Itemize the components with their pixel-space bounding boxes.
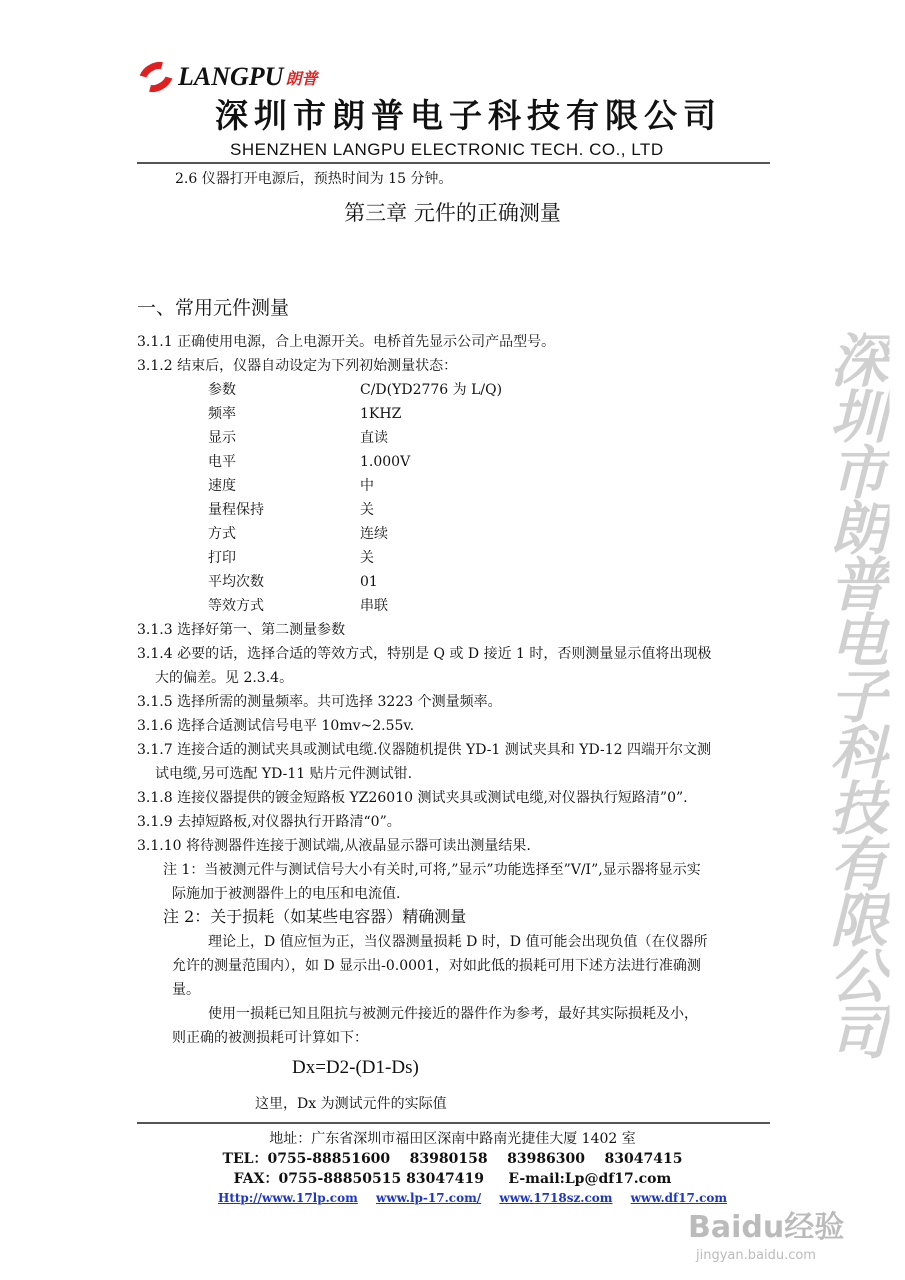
paragraph-line: 理论上，D 值应恒为正，当仪器测量损耗 D 时，D 值可能会出现负值（在仪器所 (208, 934, 708, 950)
param-value: 1KHZ (360, 406, 402, 422)
param-name: 打印 (208, 550, 236, 566)
param-name: 等效方式 (208, 598, 264, 614)
param-value: 01 (360, 574, 378, 590)
paragraph-line: 注 2：关于损耗（如某些电容器）精确测量 (163, 907, 467, 926)
param-value: 直读 (360, 430, 388, 446)
paragraph-line: 3.1.1 正确使用电源，合上电源开关。电桥首先显示公司产品型号。 (137, 334, 556, 350)
footer-tel: TEL：0755-88851600 83980158 83986300 83047415 (222, 1151, 683, 1167)
baidu-url: jingyan.baidu.com (696, 1248, 816, 1263)
param-name: 平均次数 (208, 574, 264, 590)
paragraph-line: 使用一损耗已知且阻抗与被测元件接近的器件作为参考，最好其实际损耗及小， (208, 1006, 698, 1022)
link-17lp[interactable]: Http://www.17lp.com (218, 1191, 358, 1205)
footer-divider (137, 1122, 770, 1124)
footer-address: 地址：广东省深圳市福田区深南中路南光捷佳大厦 1402 室 (269, 1131, 636, 1147)
paragraph-line: 注 1：当被测元件与测试信号大小有关时,可将,”显示”功能选择至”V/I”,显示器将显示实 (163, 862, 701, 878)
param-value: 1.000V (360, 454, 411, 470)
param-value: 关 (360, 550, 374, 566)
footer-fax: FAX：0755-88850515 83047419 E-mail:Lp@df17.com (233, 1171, 672, 1187)
param-name: 频率 (208, 406, 236, 422)
paragraph-line: 3.1.10 将待测器件连接于测试端,从液晶显示器可读出测量结果. (137, 838, 531, 854)
param-name: 方式 (208, 526, 236, 542)
formula: Dx=D2-(D1-Ds) (292, 1057, 419, 1078)
param-value: C/D(YD2776 为 L/Q) (360, 382, 503, 398)
paragraph-line: 3.1.6 选择合适测试信号电平 10mv~2.55v. (137, 718, 415, 734)
baidu-watermark (688, 1210, 845, 1263)
paragraph-line: 3.1.3 选择好第一、第二测量参数 (137, 622, 346, 638)
intro-line: 2.6 仪器打开电源后，预热时间为 15 分钟。 (175, 171, 453, 187)
watermark-company: 深圳市朗普电子科技有限公司 (820, 330, 888, 1058)
paragraph-line: 试电缆,另可选配 YD-11 贴片元件测试钳. (155, 766, 413, 782)
footer-links (218, 1190, 741, 1206)
company-name-cn: 深圳市朗普电子科技有限公司 (215, 96, 722, 135)
header-divider (137, 162, 770, 164)
paragraph-line: 量。 (172, 982, 200, 998)
paragraph-line: 3.1.9 去掉短路板,对仪器执行开路清“0”。 (137, 814, 401, 830)
logo-text-en: LANGPU (178, 62, 284, 91)
paragraph-line: 大的偏差。见 2.3.4。 (155, 670, 294, 686)
baidu-logo: Baidu经验 (688, 1210, 845, 1245)
param-value: 关 (360, 502, 374, 518)
param-name: 电平 (208, 454, 236, 470)
link-1718sz[interactable]: www.1718sz.com (499, 1191, 613, 1205)
paragraph-line: 3.1.2 结束后，仪器自动设定为下列初始测量状态： (137, 358, 458, 374)
param-value: 连续 (360, 526, 388, 542)
paragraph-line: 3.1.4 必要的话，选择合适的等效方式，特别是 Q 或 D 接近 1 时，否则测量显示值将出现极 (137, 646, 712, 662)
section-title: 一、常用元件测量 (137, 297, 290, 319)
paragraph-line: 际施加于被测器件上的电压和电流值. (172, 886, 401, 902)
paragraph-line: 3.1.5 选择所需的测量频率。共可选择 3223 个测量频率。 (137, 694, 502, 710)
param-name: 参数 (208, 382, 236, 398)
logo-swoosh-icon (133, 56, 178, 98)
link-lp-17[interactable]: www.lp-17.com/ (376, 1191, 482, 1205)
paragraph-line: 3.1.7 连接合适的测试夹具或测试电缆.仪器随机提供 YD-1 测试夹具和 YD-12 四端开尔文测 (137, 742, 711, 758)
param-value: 串联 (360, 598, 388, 614)
param-value: 中 (360, 478, 374, 494)
paragraph-line: 则正确的被测损耗可计算如下： (172, 1030, 368, 1046)
formula-note: 这里，Dx 为测试元件的实际值 (255, 1096, 447, 1112)
param-name: 显示 (208, 430, 236, 446)
company-name-en: SHENZHEN LANGPU ELECTRONIC TECH. CO., LTD (230, 140, 664, 159)
paragraph-line: 允许的测量范围内），如 D 显示出-0.0001，对如此低的损耗可用下述方法进行准确测 (172, 958, 701, 974)
company-logo (138, 62, 317, 92)
paragraph-line: 3.1.8 连接仪器提供的镀金短路板 YZ26010 测试夹具或测试电缆,对仪器执行短路清”0”. (137, 790, 688, 806)
param-name: 量程保持 (208, 502, 264, 518)
logo-text-cn: 朗普 (285, 68, 318, 88)
link-df17[interactable]: www.df17.com (630, 1191, 728, 1205)
chapter-title: 第三章 元件的正确测量 (344, 201, 561, 225)
param-name: 速度 (208, 478, 236, 494)
